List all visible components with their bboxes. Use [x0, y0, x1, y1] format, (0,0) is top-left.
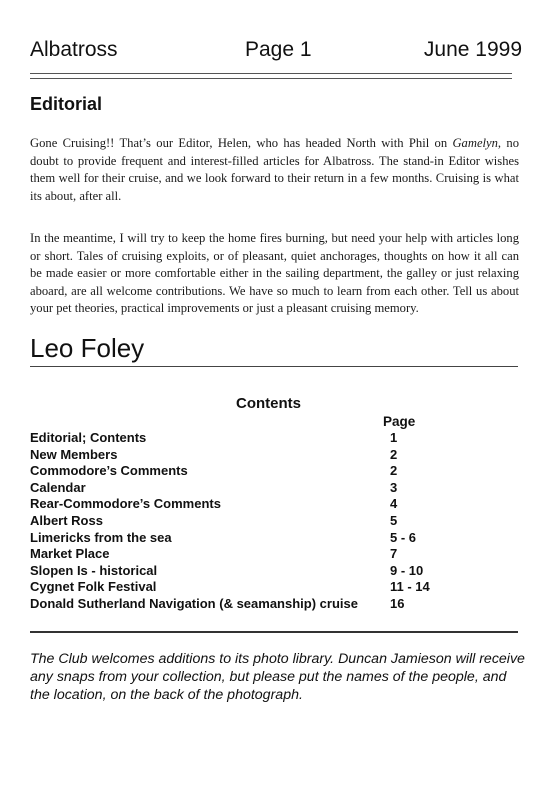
contents-item-title: Limericks from the sea	[30, 529, 172, 545]
contents-item-title: Albert Ross	[30, 512, 103, 528]
editorial-paragraph-2: In the meantime, I will try to keep the home fires burning, but need your help with articles long or short. Tales of cruising exploits, or of pleasant, quiet anchorages, thoughts on how it all can be made easier or more comfortable either in the sailing department, the galley or just relaxing aboard, are all welcome contributions. We have so much to learn from each other. Tell us about your pet theories, practical improvements or just a pleasant cruising memory.	[30, 231, 519, 315]
page-number: Page 1	[245, 38, 312, 61]
page-header	[30, 38, 522, 66]
contents-item-title: Rear-Commodore’s Comments	[30, 496, 221, 512]
contents-item-page: 4	[390, 496, 398, 512]
contents-item	[30, 563, 510, 580]
contents-item-title: Calendar	[30, 479, 86, 495]
contents-item-page: 5 - 6	[390, 529, 417, 545]
contents-divider	[30, 631, 518, 633]
contents-item-title: Editorial; Contents	[30, 430, 147, 445]
contents-title: Contents	[236, 395, 301, 412]
contents-item-title: Donald Sutherland Navigation (& seamanship) cruise	[30, 595, 358, 611]
contents-item-title: Commodore’s Comments	[30, 463, 188, 479]
author-signature: Leo Foley	[30, 333, 145, 363]
contents-item	[30, 513, 510, 530]
contents-item-title: Cygnet Folk Festival	[30, 579, 157, 595]
contents-item-page: 1	[390, 430, 398, 445]
header-divider	[30, 73, 512, 79]
contents-item-page: 9 - 10	[390, 562, 424, 578]
contents-item-page: 16	[390, 595, 405, 611]
photo-library-notice: The Club welcomes additions to its photo library. Duncan Jamieson will receive any snaps from your collection, but please put the names of the people, and the location, on the back of the photograph.	[30, 651, 525, 703]
section-title: Editorial	[30, 94, 103, 114]
editorial-paragraph-1	[30, 135, 519, 205]
contents-item-page: 11 - 14	[390, 579, 430, 595]
contents-item	[30, 546, 510, 563]
paragraph-1-text-b: , no doubt to provide frequent and interest-filled articles for Albatross. The stand-in Editor wishes them well for their cruise, and we look forward to their return in a few months. Cruising is what its about, after all.	[30, 136, 519, 203]
publication-name: Albatross	[30, 38, 118, 61]
contents-item	[30, 463, 510, 480]
signature-divider	[30, 366, 518, 367]
contents-item-page: 2	[390, 463, 398, 479]
contents-item-title: New Members	[30, 446, 118, 462]
contents-page-heading: Page	[383, 414, 416, 429]
issue-date: June 1999	[423, 38, 522, 61]
contents-list	[30, 430, 510, 613]
contents-item-page: 5	[390, 512, 398, 528]
contents-item-title: Slopen Is - historical	[30, 562, 158, 578]
contents-item	[30, 579, 510, 596]
contents-item-title: Market Place	[30, 546, 110, 562]
contents-item-page: 3	[390, 479, 398, 495]
contents-item	[30, 480, 510, 497]
contents-item	[30, 496, 510, 513]
contents-item	[30, 430, 510, 447]
contents-item	[30, 530, 510, 547]
contents-item-page: 2	[390, 446, 398, 462]
contents-item	[30, 596, 510, 613]
paragraph-1-text-a: Gone Cruising!! That’s our Editor, Helen, who has headed North with Phil on	[30, 136, 453, 150]
boat-name: Gamelyn	[452, 136, 498, 150]
contents-item-page: 7	[390, 546, 398, 562]
contents-item	[30, 447, 510, 464]
